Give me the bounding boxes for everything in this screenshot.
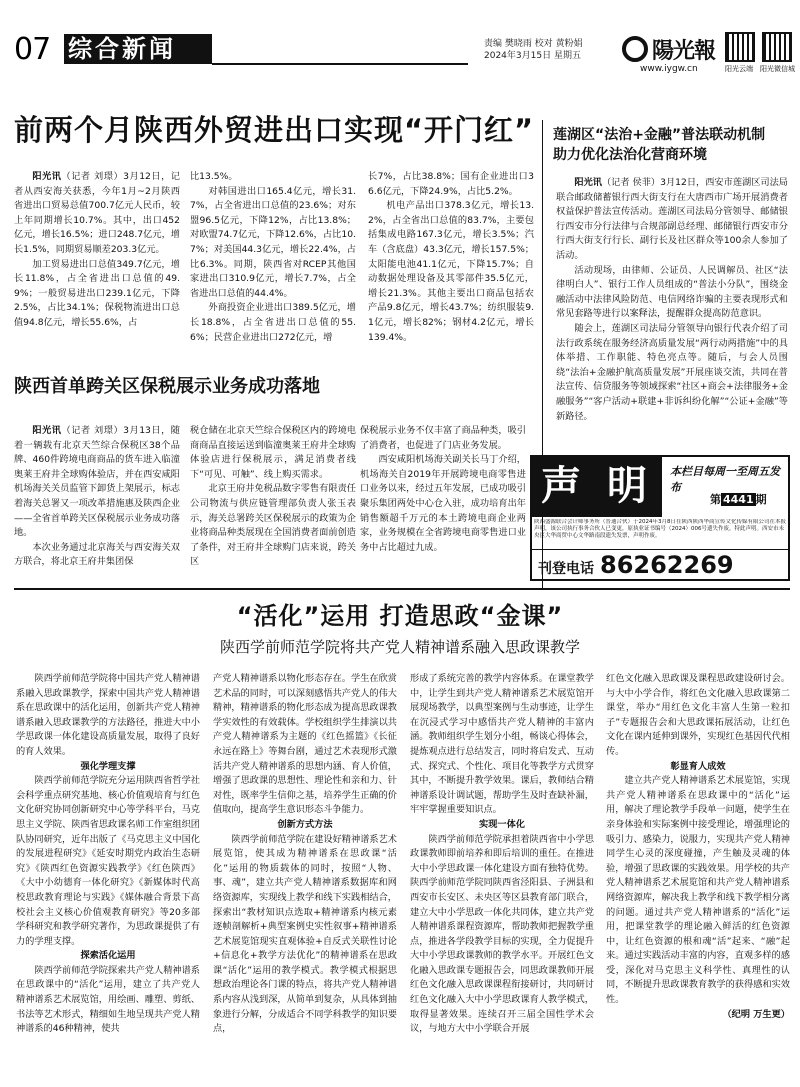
paragraph: 西安咸阳机场海关副关长马丁介绍，机场海关自2019年开展跨境电商零售进口业务以来，经过五年发展，已成功吸引聚乐集团两处中心仓入驻，成功培育出年销售额超千万元的本土跨境电商企业两家，业务规模在全省跨境电商零售进口业务中占比超过九成。	[360, 454, 526, 553]
paragraph: 产党人精神谱系以物化形态存在。学生在欣赏艺术品的同时，可以深刻感悟共产党人的伟大精神，精神谱系的物化形态成为提高思政课教学实效性的有效载体。学校组织学生排演以共产党人精神谱系为主题的《红色摇篮》《长征永远在路上》等舞台剧，通过艺术表现形式激活共产党人精神谱系的思想内涵、育人价值，增强了思政课的思想性、理论性和亲和力、针对性，既率学生信仰之基，培养学生正确的价值取向，提高学生意识形态斗争能力。	[213, 673, 397, 816]
website-url[interactable]: www.iygw.cn	[640, 64, 698, 74]
paragraph: 随会上，莲湖区司法局分管领导向银行代表介绍了司法行政系统在服务经济高质量发展“两行动两措施”中的具体举措、工作职能、特色亮点等。随后，与会人员围绕“法治+金融护航高质量发展”开展座谈交流，共同在普法宣传、信贷服务等领域探索“社区+商会+法律服务+金融服务”“客户活动+联建+非诉纠纷化解”“公证+金融”等新路径。	[556, 322, 788, 422]
subheading: 彰显育人成效	[670, 760, 726, 772]
notice-issue	[710, 491, 767, 507]
paragraph: 活动现场，由律师、公证员、人民调解员、社区“法律明白人”、银行工作人员组成的“普法小分队”，围绕金融活动中法律风险防范、电信网络诈骗的主要表现形式和常见套路等进行以案释法，提醒群众提高防范意识。	[556, 264, 788, 320]
side-subheadline: 助力优化法治化营商环境	[553, 147, 707, 163]
paragraph: 形成了系统完善的教学内容体系。在课堂教学中，让学生到共产党人精神谱系艺术展览馆开展现场教学，以典型案例与生动事迹，让学生在沉浸式学习中感悟共产党人精神的丰富内涵。教师组织学生划分小组，畅谈心得体会，提炼观点进行总结发言，同时将启发式、互动式、探究式、个性化、项目化等教学方式贯穿其中，不断提升教学效果。课后，教师结合精神谱系设计调试题，帮助学生及时查缺补漏，牢牢掌握重要知识点。	[410, 673, 594, 816]
article3-col2	[213, 672, 397, 1068]
paragraph: 3月13日，随着一辆载有北京天竺综合保税区38个品牌、460件跨境电商商品的货车进入临潼奥莱王府井全球购体验店，并在西安咸阳机场海关关员监管下卸货上架展示，标志着海关总署又一项改革措施惠及陕西企业——全省首单跨关区保税展示业务成功落地。	[14, 425, 180, 539]
notice-schedule: 本栏目每周一至周五发布	[670, 465, 780, 494]
article3-col3	[410, 672, 594, 1068]
notice-fine-print: 陕西盛源联合会计师事务所（普通合伙）于2024年3月8日在陕西陕西华商宣传文化传媒有限公司在本报声明，该公司执行事务合伙人已变更，原执业证书编号（2024）006号遗失作废，特此声明。西安市未央区大华商贸中心文华路南段遗失发票，声明作废。	[534, 519, 786, 539]
byline-note: （记者 刘璟）	[61, 171, 124, 182]
paragraph: 税仓储在北京天竺综合保税区内的跨境电商商品直接运送到临潼奥莱王府井全球购体验店进行保税展示，满足消费者线下“可见、可触”、线上购买需求。	[190, 425, 356, 480]
article3-col4	[606, 672, 790, 1068]
issue-suffix: 期	[755, 493, 767, 506]
paragraph: 保税展示业务不仅丰富了商品种类，吸引了消费者，也促进了门店业务发展。	[360, 425, 526, 451]
logo-text: 陽光報	[652, 38, 716, 64]
subheading: 强化学理支撑	[80, 760, 136, 772]
paragraph: 红色文化融入思政课及课程思政建设研讨会。与大中小学合作，将红色文化融入思政课第二课堂，举办“用红色文化丰富人生第一粒扣子”专题报告会和大思政课拓展活动，让红色文化在课内延伸到课外，实现红色基因代代相传。	[606, 673, 790, 757]
byline-note: （记者 侯菲）	[601, 177, 661, 188]
article2-col1	[14, 424, 180, 586]
subheading: 创新方式方法	[277, 818, 333, 830]
paragraph: 3月12日，记者从西安海关获悉，今年1月~2月陕西省进出口贸易总值700.7亿元人民币，较上年同期增长10.7%。其中，出口452亿元，增长16.5%；进口248.7亿元，增长1.5%，同期贸易顺差203.3亿元。	[14, 171, 180, 255]
qr-code-icon	[725, 32, 755, 62]
qr-label: 阳光云端	[725, 65, 753, 73]
author-credit: （纪明 万生更）	[722, 1008, 790, 1020]
paragraph: 北京王府井免税品数字零售有限责任公司物流与供应链管理部负责人张玉表示，海关总署跨关区保税展示的政策为企业将商品种类展现在全国消费者面前创造了条件，对王府井全球购门店来说，跨关区	[190, 483, 356, 568]
article2-col2	[190, 424, 356, 586]
section-title: 综合新闻	[64, 34, 212, 64]
issue-date: 2024年3月15日 星期五	[484, 51, 581, 61]
subheading: 探索活化运用	[80, 950, 136, 962]
headline-foreign-trade: 前两个月陕西外贸进出口实现“开门红”	[14, 113, 535, 147]
masthead	[0, 0, 800, 78]
paragraph: 本次业务通过北京海关与西安海关双方联合，将北京王府井集团保	[14, 541, 180, 568]
notice-box	[530, 455, 790, 581]
paragraph: 比13.5%。	[190, 171, 238, 182]
page-number: 07	[14, 32, 51, 67]
header-rule	[212, 63, 468, 65]
issue-number: 4441	[723, 493, 754, 506]
paragraph: 陕西学前师范学院承担着陕西省中小学思政课教师即前培养和即后培训的重任。在推进大中小学思政课一体化建设方面有独特优势。陕西学前师范学院同陕西省泾阳县、子洲县和西安市长安区、未央区等区县教育部门联合，建立大中小学思政一体化共同体，建立共产党人精神谱系课程资源库，帮助教师把握教学重点，推进各学段教学目标的实现，全力促提升大中小学思政课教师的教学水平。开展红色文化融入思政课专题报告会，同思政课教师开展红色文化融入思政课课程衔接研讨，共同研讨红色文化融入大中小学思政课育人教学模式，取得显著效果。连续召开三届全国性学术会议，与地方大中小学联合开展	[410, 833, 594, 1035]
subheadline-ideology-course: 陕西学前师范学院将共产党人精神谱系融入思政课教学	[219, 638, 580, 656]
article1-col3	[368, 170, 534, 360]
subheading: 实现一体化	[479, 818, 525, 830]
qr-code-icon	[762, 32, 792, 62]
article2-col3	[360, 424, 526, 586]
paragraph: 机电产品出口378.3亿元，增长13.2%，占全省出口总值的83.7%，主要包括集成电路167.3亿元，增长3.5%；汽车（含底盘）43.3亿元，增长157.5%；太阳能电池41.1亿元，下降15.7%；自动数据处理设备及其零部件35.5亿元，增长21.3%。其他主要出口商品包括农产品9.8亿元，增长43.7%；纺织服装9.1亿元，增长82%；钢材4.2亿元，增长139.4%。	[368, 200, 534, 343]
side-article-body	[556, 176, 788, 444]
phone-number: 86262269	[600, 551, 734, 579]
byline: 阳光讯	[32, 425, 62, 436]
side-headline: 莲湖区“法治+金融”普法联动机制	[553, 127, 766, 143]
newspaper-logo	[622, 34, 722, 64]
paragraph: 陕西学前师范学院充分运用陕西省哲学社会科学重点研究基地、核心价值观培育与红色文化研究协同创新研究中心等学科平台，马克思主义学院、陕西省思政课名师工作室组织团队协同研究，近年出版了《马克思主义中国化的发展进程研究》《延安时期党内政治生态研究》《陕西红色资源实践教学》《红色陕西》《大中小幼德育一体化研究》《新媒体时代高校思政教育理论与实践》《媒体融合背景下高校社会主义核心价值观教育研究》等20多部学科研究和教学研究著作，为思政课提供了有力的学理支撑。	[16, 775, 200, 947]
paragraph: 陕西学前师范学院将中国共产党人精神谱系融入思政课教学，探索中国共产党人精神谱系在思政课中的活化运用，创新共产党人精神谱系融入思政课教学的方法路径，推进大中小学思政课一体化建设高质量发展，取得了良好的育人效果。	[16, 673, 200, 757]
byline-note: （记者 刘璟）	[61, 425, 124, 436]
notice-title: 声 明	[532, 457, 662, 517]
side-article	[553, 125, 793, 165]
paragraph: 陕西学前师范学院探索共产党人精神谱系在思政课中的“活化”运用，建立了共产党人精神谱系艺术展览馆，用绘画、雕塑、剪纸、书法等艺术形式，精细如生地呈现共产党人精神谱系的46种精神，使共	[16, 964, 200, 1035]
notice-phone	[532, 549, 788, 579]
paragraph: 外商投资企业进出口389.5亿元，增长18.8%，占全省进出口总值的55.6%；民营企业进出口272亿元，增	[190, 302, 356, 343]
headline-bonded-display: 陕西首单跨关区保税展示业务成功落地	[14, 376, 320, 397]
section-rule	[14, 588, 790, 590]
paragraph: 3月12日，西安市莲湖区司法局联合邮政储蓄银行西大街支行在大唐西市广场开展消费者权益保护普法宣传活动。莲湖区司法局分管领导、邮储银行西安市分行法律与合规部副总经理、邮储银行西安市分行西大街支行行长、副行长及社区群众等100余人参加了活动。	[556, 177, 788, 261]
phone-label: 刊登电话	[538, 561, 594, 577]
qr-label: 阳光微信城	[760, 65, 795, 73]
paragraph: 陕西学前师范学院在建设好精神谱系艺术展览馆，使其成为精神谱系在思政课“活化”运用的物质载体的同时，按照“人物、事、魂”，建立共产党人精神谱系数据库和网络资源库，实现线上教学和线下实践相结合，探索出“教材知识点选取+精神谱系内核元素逐帧剖解析+典型案例史实性叙事+精神谱系艺术展览馆现实直观体验+自反式关联性讨论+信息化+教学方法优化”的精神谱系在思政课“活化”运用的教学模式。教学模式根据思想政治理论各门课的特点，将共产党人精神谱系内容从浅到深，从简单到复杂，从具体到抽象进行分解，分成适合不同学科教学的知识要点，	[213, 833, 397, 1035]
paragraph: 长7%，占比38.8%；国有企业进出口36.6亿元，下降24.9%，占比5.2%。	[368, 171, 534, 197]
issue-label: 第	[710, 493, 721, 506]
paragraph: 加工贸易进出口总值349.7亿元，增长11.8%，占全省进出口总值的49.9%；一般贸易进出口239.1亿元，下降2.5%，占比34.1%；保税物流进出口总值94.8亿元，增长55.6%，占	[14, 258, 180, 328]
paragraph: 对韩国进出口165.4亿元，增长31.7%，占全省进出口总值的23.6%；对东盟96.5亿元，下降12%，占比13.8%；对欧盟74.7亿元，下降12.6%，占比10.7%；对美国44.3亿元，增长22.4%，占比6.3%。同期，陕西省对RCEP其他国家进出口310.9亿元，增长7.7%，占全省进出口总值的44.4%。	[190, 185, 356, 299]
byline: 阳光讯	[32, 171, 62, 182]
headline-ideology-course: “活化”运用 打造思政“金课”	[236, 602, 564, 630]
article1-col2	[190, 170, 356, 360]
article1-col1	[14, 170, 180, 360]
article3-col1	[16, 672, 200, 1068]
sun-logo-icon	[622, 36, 648, 62]
paragraph: 建立共产党人精神谱系艺术展览馆，实现共产党人精神谱系在思政课中的“活化”运用，解决了理论教学手段单一问题，使学生在亲身体验和实际案例中接受理论，增强理论的吸引力、感染力，说服力，实现共产党人精神同学生心灵的深度碰撞，产生触及灵魂的体验，增强了思政课的实践效果。用学校的共产党人精神谱系艺术展览馆和共产党人精神谱系网络资源库，解决我上教学和线下教学相分离的问题。通过共产党人精神谱系的“活化”运用，把课堂教学的理论融入鲜活的红色资源中，让红色资源的根和魂“活”起来、“融”起来。通过实践活动丰富的内容，直观多样的感受，深化对马克思主义科学性、真理性的认同，不断提升思政课教育教学的获得感和实效性。	[606, 775, 790, 1006]
editors: 责编 樊晓雨 校对 黄粉娟	[484, 39, 583, 49]
header-meta	[484, 38, 583, 62]
byline: 阳光讯	[574, 177, 602, 188]
